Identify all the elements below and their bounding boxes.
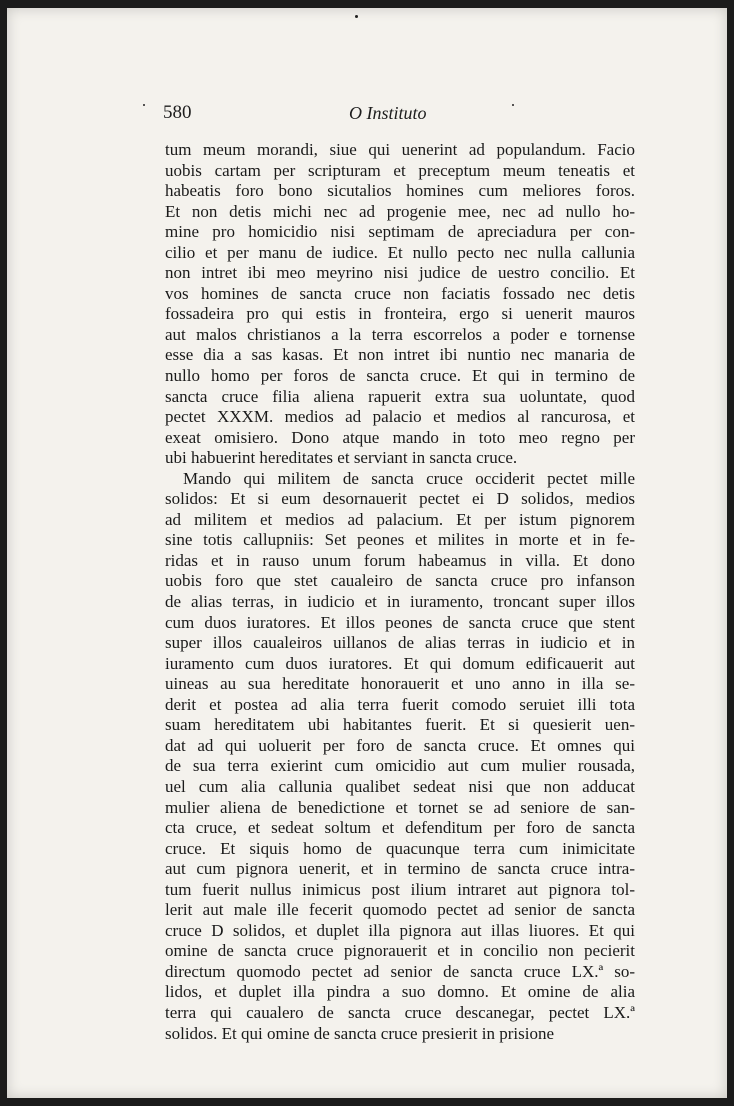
page-header xyxy=(155,102,515,124)
running-title: O Instituto xyxy=(349,103,427,123)
text-line: sancta cruce filia aliena rapuerit extra sua uoluntate, quod xyxy=(165,386,635,406)
text-line: cta cruce, et sedeat soltum et defenditum per foro de sancta xyxy=(165,818,635,838)
text-line: omine de sancta cruce pignorauerit et in concilio non pecierit xyxy=(165,941,635,961)
text-line: uel cum alia callunia qualibet sedeat nisi que non adducat xyxy=(165,776,635,796)
paragraph xyxy=(165,140,635,469)
text-line: Et non detis michi nec ad progenie mee, nec ad nullo ho- xyxy=(165,201,635,221)
page-number: 580 xyxy=(163,102,192,123)
text-line: cilio et per manu de iudice. Et nullo pecto nec nulla callunia xyxy=(165,242,635,262)
text-line: vos homines de sancta cruce non faciatis fossado nec detis xyxy=(165,283,635,303)
text-line: sine totis callupniis: Set peones et milites in morte et in fe- xyxy=(165,530,635,550)
text-line: terra qui caualero de sancta cruce descanegar, pectet LX.ª xyxy=(165,1002,635,1022)
text-line: habeatis foro bono sicutalios homines cum meliores foros. xyxy=(165,181,635,201)
text-line: exeat omisiero. Dono atque mando in toto meo regno per xyxy=(165,427,635,447)
text-line: ridas et in rauso unum forum habeamus in villa. Et dono xyxy=(165,550,635,570)
text-line: directum quomodo pectet ad senior de sancta cruce LX.ª so- xyxy=(165,961,635,981)
text-line: lerit aut male ille fecerit quomodo pectet ad senior de sancta xyxy=(165,900,635,920)
paragraph-container xyxy=(165,140,635,1044)
text-line: suam hereditatem ubi habitantes fuerit. Et si quesierit uen- xyxy=(165,715,635,735)
text-line: aut cum pignora uenerit, et in termino de sancta cruce intra- xyxy=(165,859,635,879)
text-line: cruce. Et siquis homo de quacunque terra cum inimicitate xyxy=(165,838,635,858)
text-line: mine pro homicidio nisi septimam de apreciadura per con- xyxy=(165,222,635,242)
text-line: uineas au sua hereditate honorauerit et uno anno in illa se- xyxy=(165,674,635,694)
text-line: aut malos christianos a la terra escorrelos a poder e tornense xyxy=(165,324,635,344)
text-line: nullo homo per foros de sancta cruce. Et qui in termino de xyxy=(165,366,635,386)
ink-speck xyxy=(355,15,358,18)
text-line: de alias terras, in iudicio et in iuramento, troncant super illos xyxy=(165,592,635,612)
text-line: derit et postea ad alia terra fuerit comodo seruiet illi tota xyxy=(165,694,635,714)
text-line: non intret ibi meo meyrino nisi judice de uestro concilio. Et xyxy=(165,263,635,283)
text-line: solidos. Et qui omine de sancta cruce presierit in prisione xyxy=(165,1023,555,1043)
paragraph xyxy=(165,469,635,1044)
text-line: mulier aliena de benedictione et tornet se ad seniore de san- xyxy=(165,797,635,817)
text-line: uobis foro que stet caualeiro de sancta cruce pro infanson xyxy=(165,571,635,591)
text-line: uobis cartam per scripturam et preceptum meum teneatis et xyxy=(165,160,635,180)
text-line: de sua terra exierint cum omicidio aut cum mulier rousada, xyxy=(165,756,635,776)
text-line: esse dia a sas kasas. Et non intret ibi nuntio nec manaria de xyxy=(165,345,635,365)
text-line: cum duos iuratores. Et illos peones de sancta cruce que stent xyxy=(165,612,635,632)
text-line: tum fuerit nullus inimicus post ilium intraret aut pignora tol- xyxy=(165,879,635,899)
text-line: solidos: Et si eum desornauerit pectet ei D solidos, medios xyxy=(165,489,635,509)
ink-speck xyxy=(143,104,145,106)
text-line: Mando qui militem de sancta cruce occiderit pectet mille xyxy=(183,468,635,488)
text-line: tum meum morandi, siue qui uenerint ad populandum. Facio xyxy=(165,140,635,159)
body-text xyxy=(165,140,635,1044)
text-line: super illos caualeiros uillanos de alias terras in iudicio et in xyxy=(165,633,635,653)
text-line: ad militem et medios ad palacium. Et per istum pignorem xyxy=(165,509,635,529)
text-line: iuramento cum duos iuratores. Et qui domum edificauerit aut xyxy=(165,653,635,673)
text-line: cruce D solidos, et duplet illa pignora aut illas liuores. Et qui xyxy=(165,920,635,940)
text-line: pectet XXXM. medios ad palacio et medios al rancurosa, et xyxy=(165,407,635,427)
text-line: ubi habuerint hereditates et serviant in sancta cruce. xyxy=(165,448,518,468)
text-line: dat ad qui uoluerit per foro de sancta cruce. Et omnes qui xyxy=(165,735,635,755)
document-page xyxy=(7,8,727,1098)
text-line: lidos, et duplet illa pindra a suo domno. Et omine de alia xyxy=(165,982,635,1002)
text-line: fossadeira pro qui estis in fronteira, ergo si uenerit mauros xyxy=(165,304,635,324)
